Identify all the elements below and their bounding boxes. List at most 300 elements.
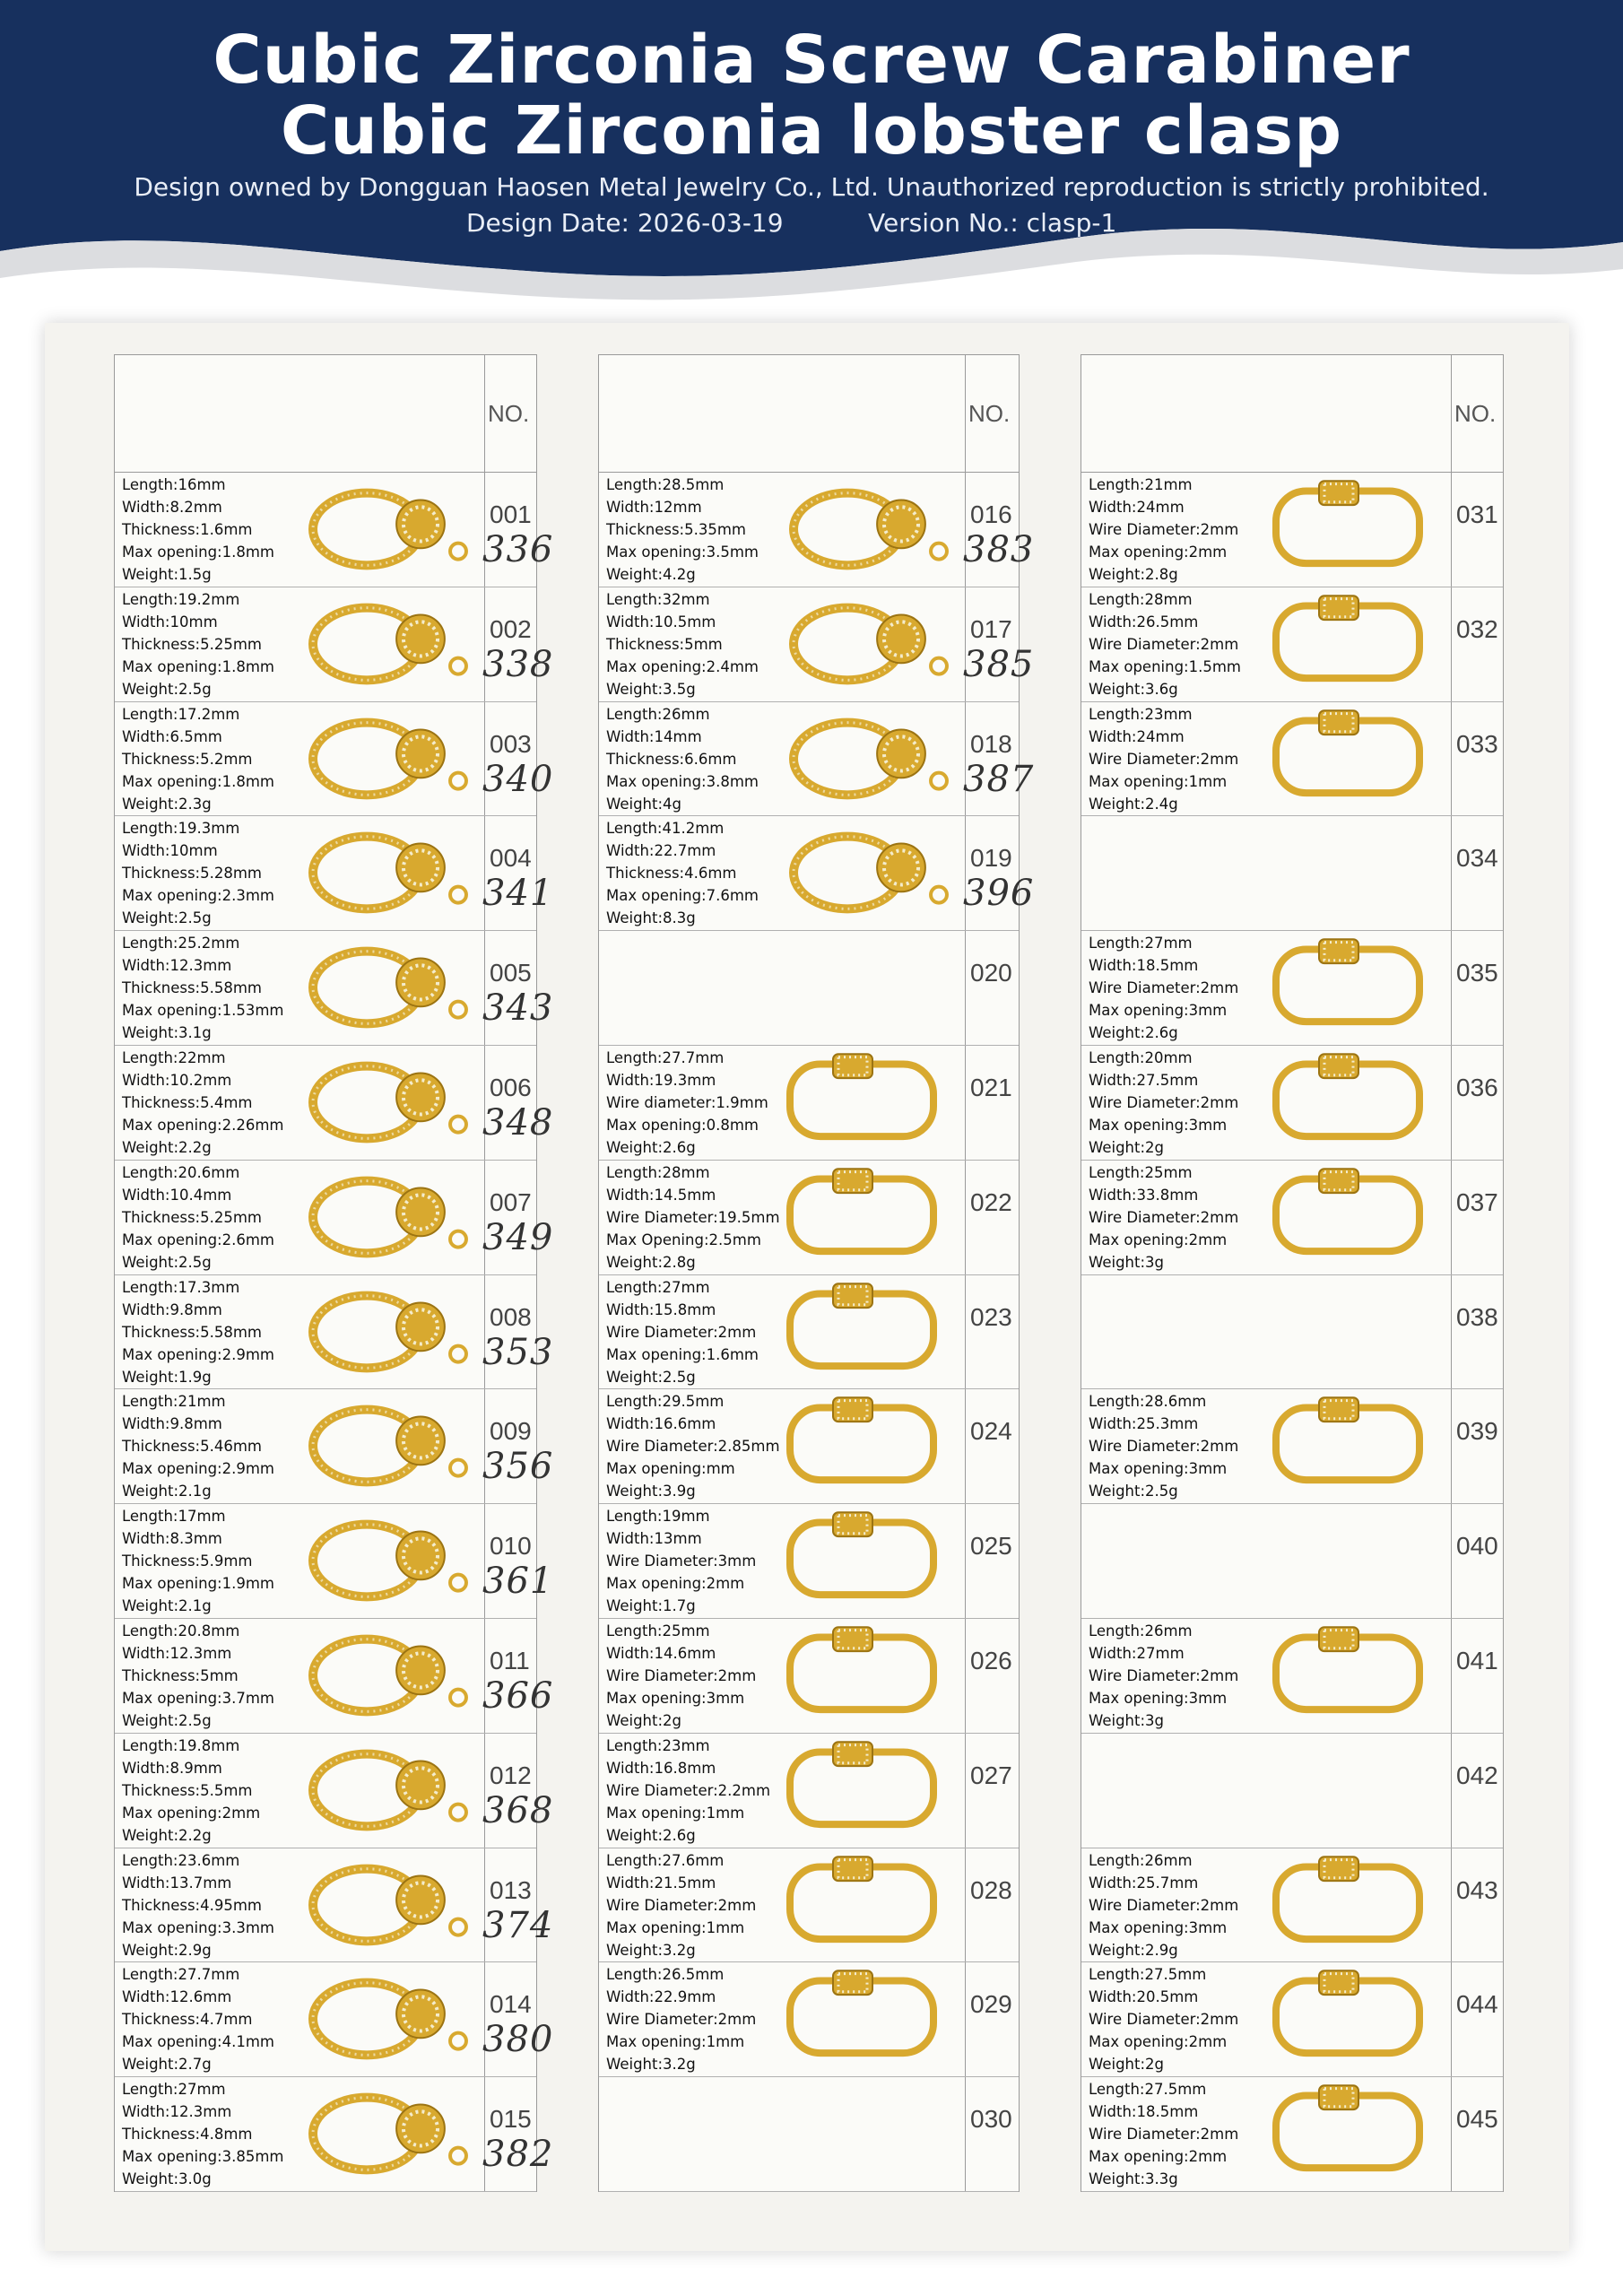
item-number: 009	[490, 1417, 532, 1446]
item-number: 018	[970, 729, 1012, 758]
lobster-clasp-image	[291, 1167, 471, 1271]
spec-line: Width:8.9mm	[122, 1759, 222, 1777]
spec-line: Weight:2.5g	[1089, 1483, 1178, 1500]
spec-line: Wire Diameter:19.5mm	[606, 1208, 780, 1226]
spec-line: Max opening:2mm	[1089, 2148, 1228, 2166]
lobster-clasp-image	[291, 709, 471, 813]
spec-line: Weight:2.4g	[1089, 795, 1178, 813]
spec-line: Width:14mm	[606, 727, 702, 745]
spec-line: Max opening:1mm	[606, 2033, 745, 2051]
spec-line: Wire Diameter:2.85mm	[606, 1438, 780, 1456]
item-number: 045	[1456, 2105, 1498, 2134]
item-number: 006	[490, 1074, 532, 1101]
catalog-column-1	[114, 354, 554, 2192]
spec-line: Length:27mm	[122, 2081, 226, 2099]
spec-line: Thickness:5.25mm	[122, 1208, 262, 1226]
spec-line: Width:25.3mm	[1089, 1415, 1199, 1433]
screw-carabiner-image	[1258, 2083, 1437, 2187]
catalog-row	[599, 930, 1019, 1046]
item-number: 040	[1456, 1532, 1498, 1561]
spec-line: Width:22.7mm	[606, 842, 716, 860]
lobster-clasp-image	[291, 1740, 471, 1844]
handwritten-code: 349	[482, 1216, 554, 1258]
spec-line: Length:28.5mm	[606, 476, 725, 493]
screw-carabiner-image	[1258, 937, 1437, 1041]
item-number: 030	[970, 2105, 1012, 2134]
spec-line: Wire Diameter:2mm	[1089, 1896, 1239, 1914]
item-number: 041	[1456, 1647, 1498, 1674]
spec-line: Length:27.7mm	[606, 1049, 725, 1066]
spec-line: Max opening:1.9mm	[122, 1575, 274, 1593]
spec-list	[1089, 588, 1241, 700]
spec-line: Max opening:3mm	[1089, 1117, 1228, 1134]
item-number: 033	[1456, 729, 1498, 758]
spec-line: Wire Diameter:2mm	[1089, 2011, 1239, 2029]
spec-list	[606, 588, 759, 700]
spec-line: Weight:2.3g	[122, 795, 212, 813]
handwritten-code: 341	[482, 873, 554, 915]
spec-list	[1089, 1161, 1238, 1274]
spec-list	[1089, 1849, 1238, 1961]
header-banner	[0, 0, 1623, 309]
no-column-label: NO.	[488, 400, 530, 427]
spec-line: Thickness:5.9mm	[122, 1552, 253, 1570]
lobster-clasp-image	[772, 594, 951, 698]
spec-line: Thickness:5.5mm	[122, 1781, 253, 1799]
spec-line: Weight:2.6g	[1089, 1024, 1178, 1042]
spec-line: Max opening:1.8mm	[122, 657, 274, 675]
item-number: 011	[490, 1647, 530, 1674]
lobster-clasp-image	[291, 1969, 471, 2073]
handwritten-code: 348	[482, 1102, 554, 1144]
spec-line: Length:27.5mm	[1089, 2081, 1207, 2099]
handwritten-code: 387	[963, 758, 1035, 800]
screw-carabiner-image	[772, 1052, 951, 1156]
handwritten-code: 356	[482, 1446, 554, 1488]
spec-line: Max opening:3mm	[1089, 1690, 1228, 1707]
lobster-clasp-image	[291, 1282, 471, 1386]
item-number: 043	[1456, 1875, 1498, 1904]
lobster-clasp-image	[772, 479, 951, 583]
item-number: 026	[970, 1647, 1012, 1674]
spec-line: Max opening:1.8mm	[122, 544, 274, 561]
spec-line: Weight:2.9g	[122, 1941, 212, 1959]
spec-line: Width:10.2mm	[122, 1072, 232, 1089]
spec-list	[1089, 2078, 1238, 2190]
spec-line: Thickness:5.58mm	[122, 1323, 262, 1341]
item-number: 008	[490, 1302, 532, 1331]
item-number: 029	[970, 1990, 1012, 2019]
spec-line: Weight:2g	[606, 1712, 682, 1729]
spec-list	[122, 588, 274, 700]
spec-line: Weight:2.5g	[122, 909, 212, 927]
spec-line: Max opening:2mm	[1089, 544, 1228, 561]
spec-line: Length:26mm	[606, 705, 710, 723]
spec-line: Width:12mm	[606, 499, 702, 516]
catalog-column-3	[1081, 354, 1504, 2192]
spec-line: Length:17mm	[122, 1508, 226, 1526]
spec-line: Weight:2g	[1089, 2056, 1165, 2074]
page-title-line-2: Cubic Zirconia lobster clasp	[280, 92, 1343, 170]
handwritten-code: 353	[482, 1331, 554, 1373]
spec-line: Wire Diameter:2mm	[1089, 1667, 1239, 1684]
spec-line: Length:23mm	[1089, 705, 1193, 723]
spec-line: Length:17.2mm	[122, 705, 240, 723]
spec-list	[606, 474, 759, 586]
handwritten-code: 396	[963, 873, 1035, 915]
spec-line: Max opening:4.1mm	[122, 2033, 274, 2051]
spec-line: Width:14.5mm	[606, 1186, 716, 1204]
spec-line: Max opening:1mm	[606, 1918, 745, 1936]
spec-line: Length:28mm	[1089, 590, 1193, 608]
spec-list	[122, 1505, 274, 1617]
spec-line: Length:27mm	[1089, 935, 1193, 952]
spec-line: Length:26mm	[1089, 1851, 1193, 1869]
handwritten-code: 340	[482, 758, 554, 800]
item-number: 021	[970, 1074, 1012, 1101]
spec-line: Length:26.5mm	[606, 1966, 725, 1984]
spec-line: Wire diameter:1.9mm	[606, 1094, 768, 1111]
item-number: 036	[1456, 1074, 1498, 1101]
spec-list	[606, 1505, 756, 1617]
version-number: Version No.: clasp-1	[868, 208, 1117, 238]
spec-line: Weight:2g	[1089, 1139, 1165, 1156]
spec-line: Weight:2.9g	[1089, 1941, 1178, 1959]
spec-line: Max opening:2.6mm	[122, 1231, 274, 1248]
spec-line: Max Opening:2.5mm	[606, 1231, 761, 1248]
catalog-column-2	[598, 354, 1035, 2192]
item-number: 034	[1456, 844, 1498, 873]
spec-line: Length:25.2mm	[122, 935, 240, 952]
spec-line: Max opening:3.7mm	[122, 1690, 274, 1707]
lobster-clasp-image	[291, 1396, 471, 1500]
spec-list	[1089, 1047, 1238, 1159]
spec-line: Length:19.8mm	[122, 1736, 240, 1754]
handwritten-code: 338	[482, 643, 554, 685]
catalog-row	[1081, 815, 1503, 931]
item-number: 020	[970, 959, 1012, 987]
spec-list	[122, 1963, 274, 2075]
spec-line: Length:20mm	[1089, 1049, 1193, 1066]
spec-line: Max opening:2mm	[1089, 1231, 1228, 1248]
spec-line: Weight:2.5g	[122, 680, 212, 698]
spec-line: Length:29.5mm	[606, 1393, 725, 1411]
screw-carabiner-image	[1258, 1625, 1437, 1729]
spec-line: Weight:4.2g	[606, 566, 696, 583]
spec-line: Length:20.8mm	[122, 1622, 240, 1639]
spec-line: Length:26mm	[1089, 1622, 1193, 1639]
spec-line: Thickness:6.6mm	[606, 750, 737, 768]
screw-carabiner-image	[1258, 1396, 1437, 1500]
spec-line: Length:27.5mm	[1089, 1966, 1207, 1984]
spec-line: Width:9.8mm	[122, 1415, 222, 1433]
item-number: 028	[970, 1875, 1012, 1904]
spec-line: Weight:3g	[1089, 1253, 1165, 1271]
spec-line: Width:19.3mm	[606, 1072, 716, 1089]
spec-line: Wire Diameter:2mm	[606, 2011, 757, 2029]
screw-carabiner-image	[1258, 479, 1437, 583]
item-number: 024	[970, 1417, 1012, 1446]
column-header	[115, 355, 536, 473]
item-number: 042	[1456, 1761, 1498, 1789]
spec-line: Thickness:4.95mm	[122, 1896, 262, 1914]
item-number: 044	[1456, 1990, 1498, 2019]
lobster-clasp-image	[291, 1855, 471, 1959]
spec-line: Width:16.6mm	[606, 1415, 716, 1433]
spec-line: Weight:1.9g	[122, 1368, 212, 1386]
spec-list	[606, 1047, 768, 1159]
item-number: 004	[490, 844, 532, 873]
lobster-clasp-image	[291, 1625, 471, 1729]
spec-list	[122, 817, 274, 929]
item-number: 012	[490, 1761, 532, 1789]
spec-line: Max opening:2.26mm	[122, 1117, 284, 1134]
spec-line: Max opening:3mm	[606, 1690, 745, 1707]
spec-line: Thickness:5.35mm	[606, 521, 746, 538]
spec-line: Thickness:5.46mm	[122, 1438, 262, 1456]
spec-line: Wire Diameter:2mm	[1089, 1208, 1239, 1226]
spec-line: Wire Diameter:2mm	[1089, 521, 1239, 538]
spec-line: Wire Diameter:2mm	[606, 1667, 757, 1684]
spec-list	[606, 1735, 770, 1847]
spec-line: Weight:3.6g	[1089, 680, 1178, 698]
spec-line: Length:21mm	[122, 1393, 226, 1411]
handwritten-code: 361	[482, 1561, 554, 1603]
item-number: 002	[490, 614, 532, 643]
spec-line: Weight:3.9g	[606, 1483, 696, 1500]
handwritten-code: 380	[482, 2019, 554, 2061]
screw-carabiner-image	[772, 1167, 951, 1271]
spec-list	[122, 1735, 260, 1847]
item-number: 013	[490, 1875, 532, 1904]
spec-list	[122, 1620, 274, 1732]
spec-line: Thickness:4.6mm	[606, 865, 737, 883]
spec-line: Max opening:1mm	[606, 1804, 745, 1822]
spec-line: Width:9.8mm	[122, 1300, 222, 1318]
spec-line: Weight:2.2g	[122, 1139, 212, 1156]
spec-line: Length:28mm	[606, 1163, 710, 1181]
lobster-clasp-image	[291, 594, 471, 698]
handwritten-code: 385	[963, 643, 1035, 685]
spec-line: Wire Diameter:2mm	[606, 1896, 757, 1914]
spec-line: Wire Diameter:3mm	[606, 1552, 757, 1570]
spec-line: Thickness:5.2mm	[122, 750, 253, 768]
spec-line: Max opening:3mm	[1089, 1002, 1228, 1020]
item-number: 001	[490, 500, 532, 528]
spec-line: Length:28.6mm	[1089, 1393, 1207, 1411]
spec-line: Width:25.7mm	[1089, 1874, 1199, 1892]
spec-list	[606, 703, 759, 815]
spec-line: Length:27mm	[606, 1278, 710, 1296]
spec-line: Width:22.9mm	[606, 1988, 716, 2006]
spec-line: Weight:3.0g	[122, 2170, 212, 2188]
spec-line: Length:32mm	[606, 590, 710, 608]
spec-line: Length:19.2mm	[122, 590, 240, 608]
catalog-row	[1081, 1503, 1503, 1619]
spec-line: Max opening:2.3mm	[122, 887, 274, 905]
spec-line: Max opening:3mm	[1089, 1918, 1228, 1936]
spec-line: Weight:2.8g	[606, 1253, 696, 1271]
lobster-clasp-image	[772, 822, 951, 926]
spec-line: Length:27.6mm	[606, 1851, 725, 1869]
spec-line: Width:15.8mm	[606, 1300, 716, 1318]
spec-line: Width:24mm	[1089, 499, 1185, 516]
item-number: 005	[490, 959, 532, 987]
spec-line: Width:10mm	[122, 842, 218, 860]
spec-line: Max opening:3mm	[1089, 1460, 1228, 1478]
spec-line: Width:33.8mm	[1089, 1186, 1199, 1204]
spec-list	[606, 1161, 780, 1274]
handwritten-code: 368	[482, 1789, 554, 1831]
spec-line: Width:10.5mm	[606, 613, 716, 631]
spec-line: Max opening:0.8mm	[606, 1117, 759, 1134]
spec-line: Thickness:5.28mm	[122, 865, 262, 883]
catalog-row	[1081, 1733, 1503, 1848]
lobster-clasp-image	[291, 2083, 471, 2187]
spec-line: Width:12.3mm	[122, 1645, 232, 1662]
spec-list	[606, 1963, 756, 2075]
spec-line: Thickness:4.7mm	[122, 2011, 253, 2029]
spec-list	[122, 474, 274, 586]
spec-line: Width:8.3mm	[122, 1530, 222, 1548]
spec-line: Width:13.7mm	[122, 1874, 232, 1892]
spec-list	[122, 2078, 284, 2190]
screw-carabiner-image	[772, 1396, 951, 1500]
item-number: 023	[970, 1302, 1012, 1331]
item-number: 039	[1456, 1417, 1498, 1446]
spec-line: Max opening:3.5mm	[606, 544, 759, 561]
spec-line: Width:20.5mm	[1089, 1988, 1199, 2006]
spec-line: Weight:3.3g	[1089, 2170, 1178, 2188]
spec-line: Length:23mm	[606, 1736, 710, 1754]
spec-line: Wire Diameter:2mm	[1089, 2126, 1239, 2144]
spec-line: Max opening:3.8mm	[606, 772, 759, 790]
spec-line: Max opening:2mm	[122, 1804, 261, 1822]
screw-carabiner-image	[772, 1625, 951, 1729]
spec-list	[606, 1276, 759, 1388]
spec-line: Width:18.5mm	[1089, 2103, 1199, 2121]
spec-line: Weight:3g	[1089, 1712, 1165, 1729]
spec-line: Wire Diameter:2.2mm	[606, 1781, 771, 1799]
spec-line: Thickness:4.8mm	[122, 2126, 253, 2144]
spec-line: Wire Diameter:2mm	[1089, 1094, 1239, 1111]
spec-line: Max opening:3.3mm	[122, 1918, 274, 1936]
item-number: 027	[970, 1761, 1012, 1789]
spec-line: Weight:3.5g	[606, 680, 696, 698]
spec-line: Weight:2.6g	[606, 1826, 696, 1844]
spec-line: Width:12.6mm	[122, 1988, 232, 2006]
lobster-clasp-image	[291, 1052, 471, 1156]
spec-line: Thickness:5mm	[122, 1667, 239, 1684]
spec-line: Weight:4g	[606, 795, 682, 813]
spec-list	[606, 817, 759, 929]
column-header	[1081, 355, 1503, 473]
item-number: 007	[490, 1187, 532, 1216]
screw-carabiner-image	[772, 1855, 951, 1959]
item-number: 016	[970, 500, 1012, 528]
spec-line: Width:18.5mm	[1089, 957, 1199, 975]
copyright-notice: Design owned by Dongguan Haosen Metal Jewelry Co., Ltd. Unauthorized reproduction is strictly prohibited.	[134, 172, 1489, 202]
spec-line: Max opening:1.6mm	[606, 1345, 759, 1363]
spec-line: Wire Diameter:2mm	[1089, 1438, 1239, 1456]
spec-line: Width:27mm	[1089, 1645, 1185, 1662]
spec-line: Max opening:2mm	[606, 1575, 745, 1593]
spec-line: Max opening:2mm	[1089, 2033, 1228, 2051]
item-number: 031	[1456, 500, 1498, 528]
design-date: Design Date: 2026-03-19	[466, 208, 784, 238]
no-column-label: NO.	[1454, 400, 1497, 427]
spec-line: Width:24mm	[1089, 727, 1185, 745]
spec-line: Length:21mm	[1089, 476, 1193, 493]
no-column-label: NO.	[968, 400, 1011, 427]
spec-list	[122, 1161, 274, 1274]
spec-line: Max opening:mm	[606, 1460, 735, 1478]
spec-line: Weight:2.7g	[122, 2056, 212, 2074]
spec-line: Width:10mm	[122, 613, 218, 631]
spec-line: Wire Diameter:2mm	[1089, 979, 1239, 997]
spec-line: Width:26.5mm	[1089, 613, 1199, 631]
item-number: 014	[490, 1990, 532, 2019]
spec-line: Max opening:2.9mm	[122, 1460, 274, 1478]
spec-line: Weight:3.1g	[122, 1024, 212, 1042]
item-number: 019	[970, 844, 1012, 873]
spec-line: Thickness:5.58mm	[122, 979, 262, 997]
spec-line: Thickness:5.4mm	[122, 1094, 253, 1111]
lobster-clasp-image	[291, 1510, 471, 1614]
spec-list	[606, 1390, 780, 1502]
spec-line: Weight:2.5g	[606, 1368, 696, 1386]
spec-line: Width:14.6mm	[606, 1645, 716, 1662]
spec-line: Wire Diameter:2mm	[1089, 750, 1239, 768]
spec-line: Width:12.3mm	[122, 957, 232, 975]
screw-carabiner-image	[1258, 709, 1437, 813]
item-number: 003	[490, 729, 532, 758]
screw-carabiner-image	[1258, 1167, 1437, 1271]
screw-carabiner-image	[1258, 1052, 1437, 1156]
spec-line: Width:21.5mm	[606, 1874, 716, 1892]
spec-line: Max opening:1mm	[1089, 772, 1228, 790]
screw-carabiner-image	[772, 1969, 951, 2073]
spec-line: Length:23.6mm	[122, 1851, 240, 1869]
spec-line: Width:16.8mm	[606, 1759, 716, 1777]
spec-list	[122, 932, 284, 1044]
handwritten-code: 366	[482, 1675, 554, 1717]
lobster-clasp-image	[291, 937, 471, 1041]
spec-list	[122, 1276, 274, 1388]
spec-line: Width:13mm	[606, 1530, 702, 1548]
spec-list	[122, 1390, 274, 1502]
screw-carabiner-image	[1258, 594, 1437, 698]
spec-line: Length:20.6mm	[122, 1163, 240, 1181]
spec-line: Weight:2.2g	[122, 1826, 212, 1844]
spec-line: Length:27.7mm	[122, 1966, 240, 1984]
lobster-clasp-image	[291, 822, 471, 926]
spec-line: Length:41.2mm	[606, 820, 725, 838]
spec-line: Weight:2.5g	[122, 1253, 212, 1271]
screw-carabiner-image	[772, 1740, 951, 1844]
catalog-row	[1081, 1274, 1503, 1390]
spec-line: Length:17.3mm	[122, 1278, 240, 1296]
spec-line: Weight:2.1g	[122, 1597, 212, 1615]
spec-line: Weight:3.2g	[606, 1941, 696, 1959]
item-number: 038	[1456, 1302, 1498, 1331]
screw-carabiner-image	[1258, 1855, 1437, 1959]
spec-list	[606, 1849, 756, 1961]
spec-line: Max opening:2.9mm	[122, 1345, 274, 1363]
spec-line: Max opening:1.53mm	[122, 1002, 284, 1020]
item-number: 010	[490, 1532, 532, 1561]
spec-line: Weight:1.7g	[606, 1597, 696, 1615]
